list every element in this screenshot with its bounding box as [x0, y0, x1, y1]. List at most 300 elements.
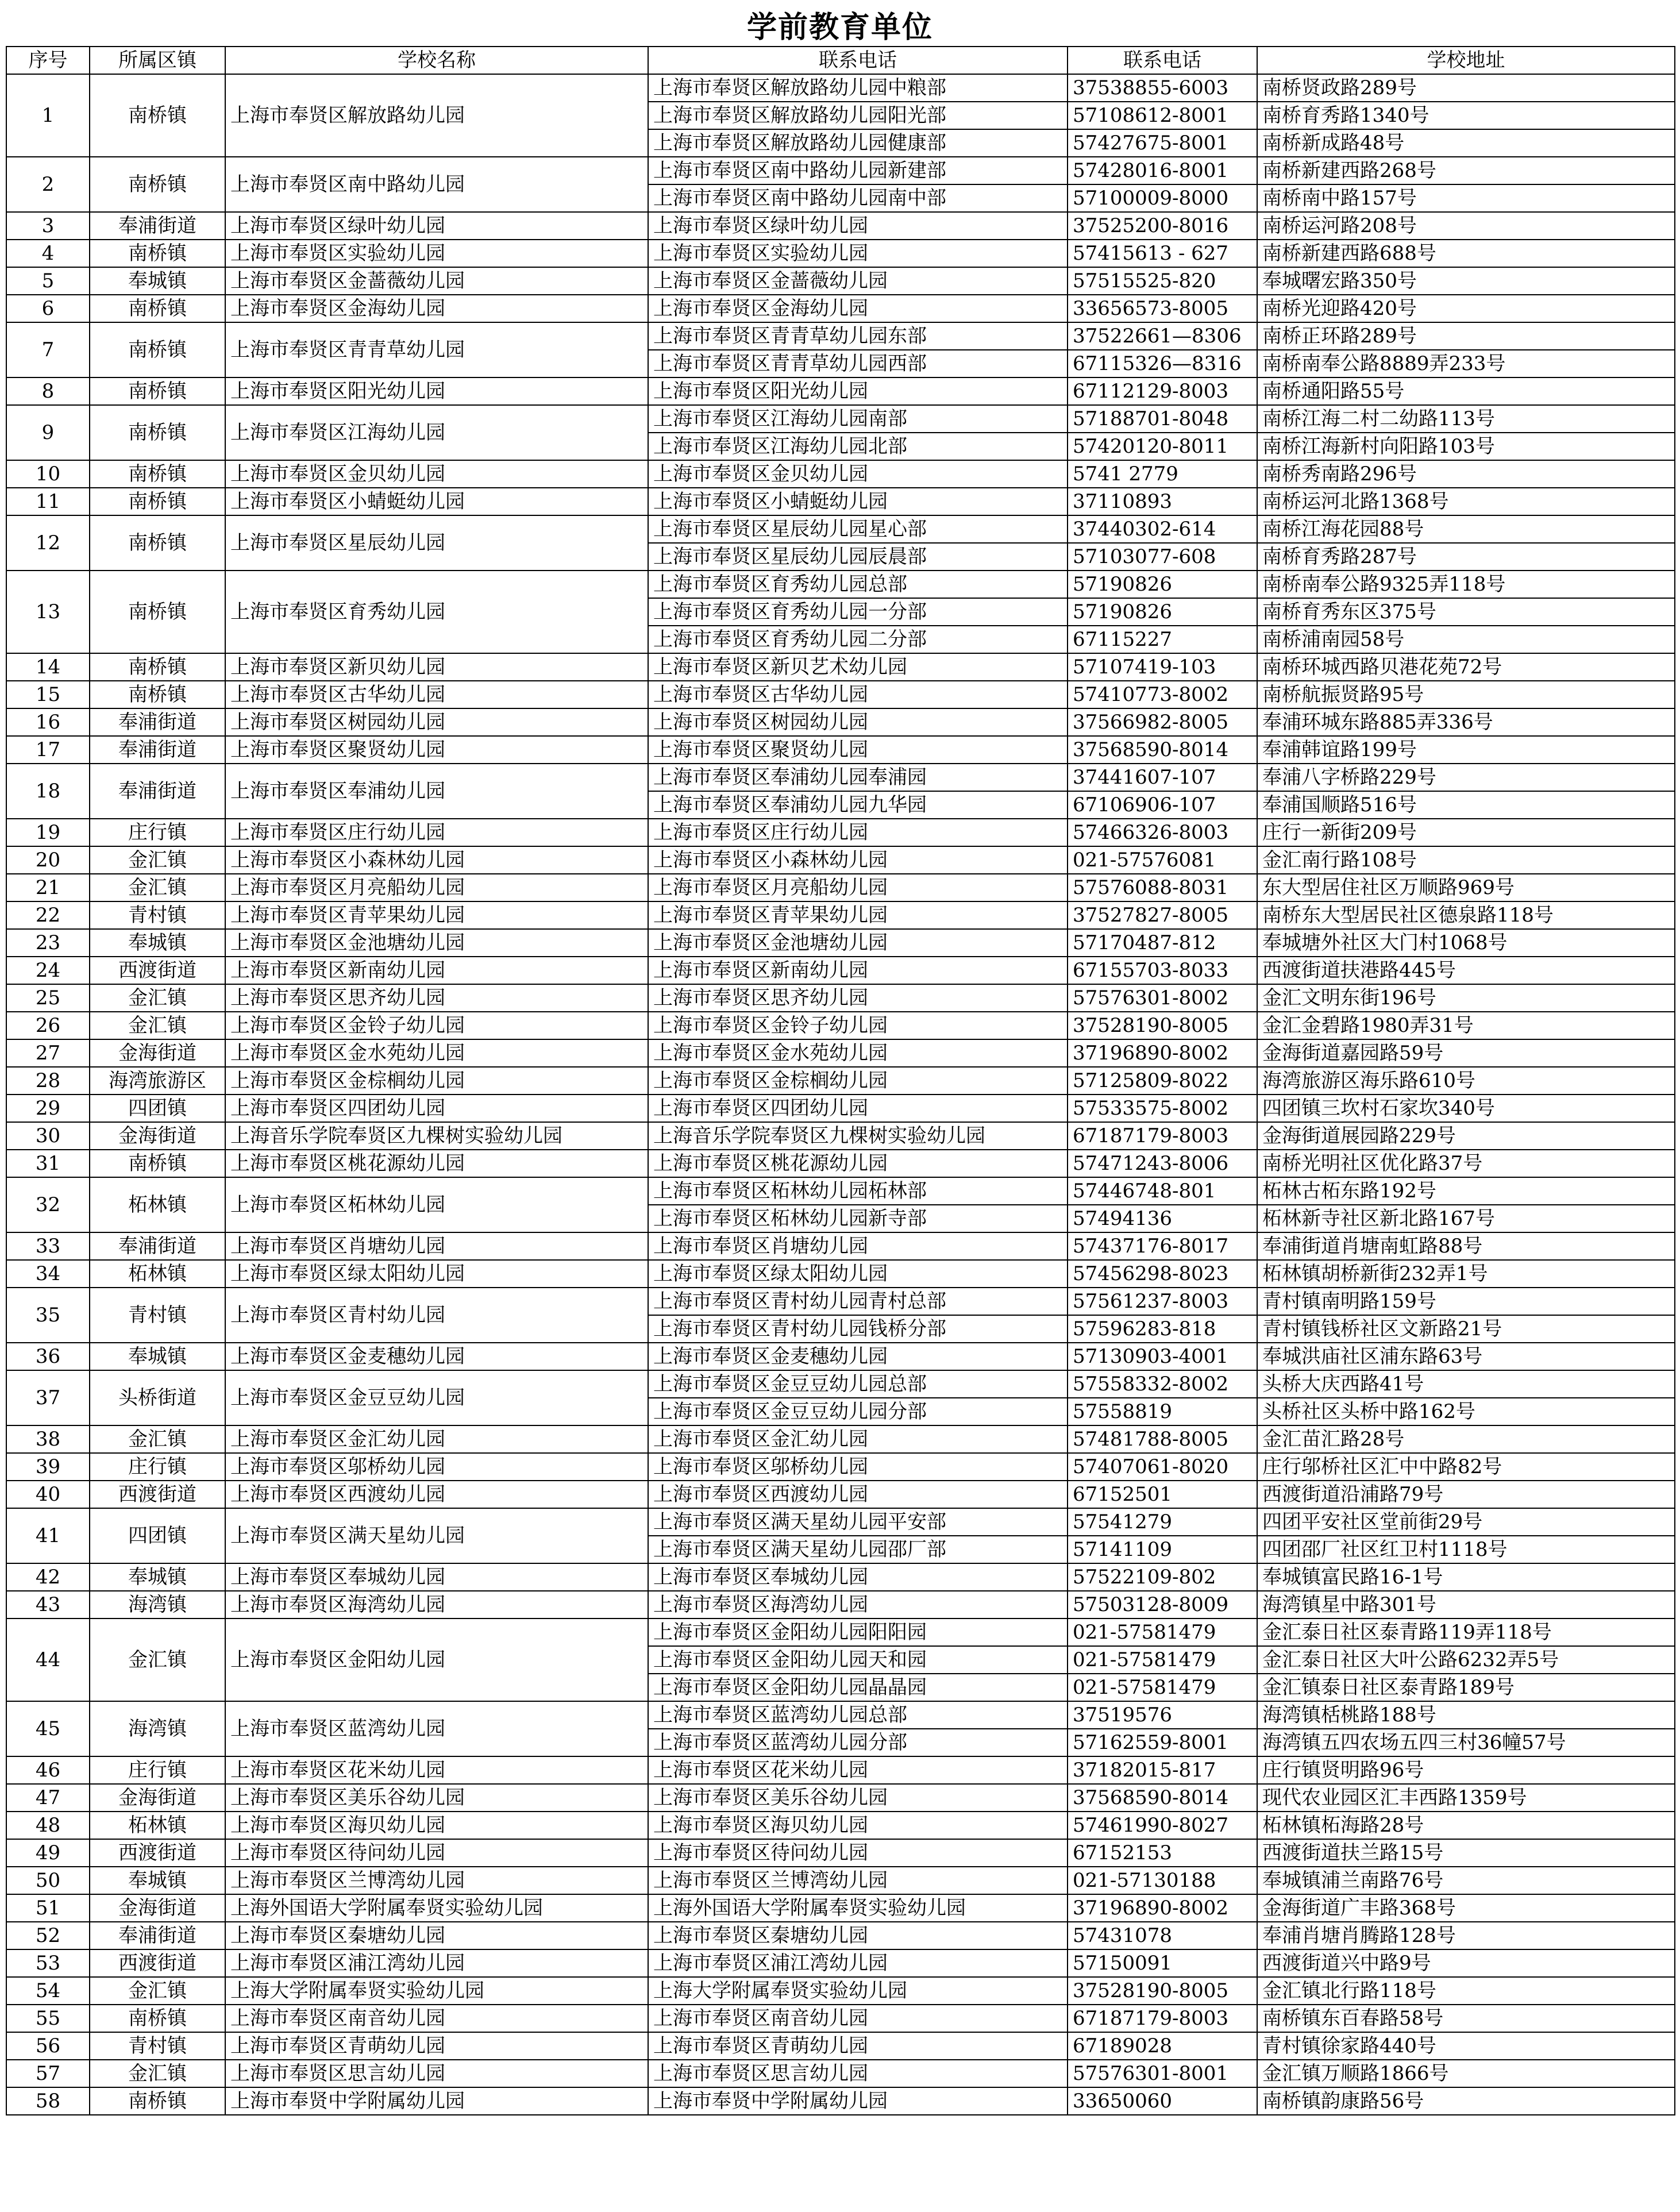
cell-town: 奉城镇	[90, 929, 225, 957]
cell-contact-unit: 上海市奉贤区青青草幼儿园西部	[648, 350, 1068, 377]
cell-address: 海湾旅游区海乐路610号	[1257, 1067, 1675, 1095]
cell-town: 南桥镇	[90, 488, 225, 515]
cell-contact-unit: 上海市奉贤区蓝湾幼儿园分部	[648, 1729, 1068, 1756]
cell-town: 奉浦街道	[90, 708, 225, 736]
cell-phone: 57407061-8020	[1068, 1453, 1257, 1481]
cell-seq: 7	[6, 322, 90, 377]
cell-town: 奉城镇	[90, 267, 225, 295]
cell-school-name: 上海市奉贤区星辰幼儿园	[225, 515, 648, 571]
cell-phone: 33656573-8005	[1068, 295, 1257, 322]
cell-seq: 44	[6, 1618, 90, 1701]
cell-school-name: 上海市奉贤区奉浦幼儿园	[225, 764, 648, 819]
cell-school-name: 上海市奉贤区金阳幼儿园	[225, 1618, 648, 1701]
cell-school-name: 上海大学附属奉贤实验幼儿园	[225, 1977, 648, 2005]
table-row	[6, 295, 1675, 322]
cell-school-name: 上海市奉贤区金海幼儿园	[225, 295, 648, 322]
cell-town: 南桥镇	[90, 322, 225, 377]
cell-address: 四团镇三坎村石家坎340号	[1257, 1095, 1675, 1122]
cell-contact-unit: 上海市奉贤区金水苑幼儿园	[648, 1039, 1068, 1067]
cell-phone: 37528190-8005	[1068, 1977, 1257, 2005]
cell-school-name: 上海市奉贤区桃花源幼儿园	[225, 1150, 648, 1177]
cell-seq: 39	[6, 1453, 90, 1481]
cell-school-name: 上海市奉贤区海湾幼儿园	[225, 1591, 648, 1618]
cell-address: 金汇文明东街196号	[1257, 984, 1675, 1012]
cell-phone: 57461990-8027	[1068, 1812, 1257, 1839]
table-row	[6, 2060, 1675, 2087]
cell-school-name: 上海市奉贤区绿叶幼儿园	[225, 212, 648, 240]
cell-seq: 45	[6, 1701, 90, 1756]
cell-school-name: 上海市奉贤区浦江湾幼儿园	[225, 1949, 648, 1977]
cell-contact-unit: 上海市奉贤区解放路幼儿园阳光部	[648, 102, 1068, 129]
cell-contact-unit: 上海市奉贤区解放路幼儿园健康部	[648, 129, 1068, 157]
cell-contact-unit: 上海市奉贤区古华幼儿园	[648, 681, 1068, 708]
cell-school-name: 上海市奉贤区青萌幼儿园	[225, 2032, 648, 2060]
cell-contact-unit: 上海市奉贤区满天星幼儿园平安部	[648, 1508, 1068, 1536]
cell-school-name: 上海市奉贤区新南幼儿园	[225, 957, 648, 984]
table-row	[6, 377, 1675, 405]
cell-school-name: 上海市奉贤区邬桥幼儿园	[225, 1453, 648, 1481]
cell-phone: 57415613 - 627	[1068, 240, 1257, 267]
cell-town: 金汇镇	[90, 984, 225, 1012]
cell-contact-unit: 上海市奉贤区待问幼儿园	[648, 1839, 1068, 1867]
table-row	[6, 819, 1675, 846]
cell-town: 庄行镇	[90, 1453, 225, 1481]
table-row	[6, 322, 1675, 350]
cell-address: 金汇泰日社区泰青路119弄118号	[1257, 1618, 1675, 1646]
cell-contact-unit: 上海市奉贤区金海幼儿园	[648, 295, 1068, 322]
cell-address: 金汇苗汇路28号	[1257, 1425, 1675, 1453]
table-row	[6, 74, 1675, 102]
table-row	[6, 1922, 1675, 1949]
cell-address: 南桥光明社区优化路37号	[1257, 1150, 1675, 1177]
cell-contact-unit: 上海市奉贤区南中路幼儿园南中部	[648, 184, 1068, 212]
cell-contact-unit: 上海市奉贤区奉浦幼儿园奉浦园	[648, 764, 1068, 791]
cell-seq: 48	[6, 1812, 90, 1839]
cell-phone: 67115326—8316	[1068, 350, 1257, 377]
cell-contact-unit: 上海市奉贤区思言幼儿园	[648, 2060, 1068, 2087]
cell-contact-unit: 上海市奉贤区西渡幼儿园	[648, 1481, 1068, 1508]
table-row	[6, 736, 1675, 764]
cell-phone: 57561237-8003	[1068, 1288, 1257, 1315]
cell-contact-unit: 上海市奉贤区青村幼儿园青村总部	[648, 1288, 1068, 1315]
table-row	[6, 1563, 1675, 1591]
cell-town: 金汇镇	[90, 1012, 225, 1039]
cell-phone: 57522109-802	[1068, 1563, 1257, 1591]
cell-school-name: 上海市奉贤区思言幼儿园	[225, 2060, 648, 2087]
cell-phone: 33650060	[1068, 2087, 1257, 2115]
table-row	[6, 929, 1675, 957]
cell-town: 金汇镇	[90, 2060, 225, 2087]
cell-phone: 57446748-801	[1068, 1177, 1257, 1205]
cell-seq: 43	[6, 1591, 90, 1618]
cell-address: 庄行一新街209号	[1257, 819, 1675, 846]
cell-school-name: 上海市奉贤区金水苑幼儿园	[225, 1039, 648, 1067]
cell-contact-unit: 上海市奉贤区金豆豆幼儿园分部	[648, 1398, 1068, 1425]
cell-town: 庄行镇	[90, 819, 225, 846]
cell-address: 南桥正环路289号	[1257, 322, 1675, 350]
cell-contact-unit: 上海市奉贤区青村幼儿园钱桥分部	[648, 1315, 1068, 1343]
cell-address: 奉浦肖塘肖腾路128号	[1257, 1922, 1675, 1949]
cell-seq: 9	[6, 405, 90, 460]
cell-town: 西渡街道	[90, 1481, 225, 1508]
cell-school-name: 上海市奉贤区南音幼儿园	[225, 2005, 648, 2032]
cell-address: 四团邵厂社区红卫村1118号	[1257, 1536, 1675, 1563]
cell-school-name: 上海市奉贤区青村幼儿园	[225, 1288, 648, 1343]
cell-contact-unit: 上海市奉贤区柘林幼儿园柘林部	[648, 1177, 1068, 1205]
cell-phone: 021-57581479	[1068, 1618, 1257, 1646]
cell-seq: 46	[6, 1756, 90, 1784]
cell-contact-unit: 上海市奉贤区育秀幼儿园总部	[648, 571, 1068, 598]
cell-contact-unit: 上海市奉贤区月亮船幼儿园	[648, 874, 1068, 901]
cell-phone: 57576088-8031	[1068, 874, 1257, 901]
table-row	[6, 1867, 1675, 1894]
cell-seq: 47	[6, 1784, 90, 1812]
cell-contact-unit: 上海市奉贤区蓝湾幼儿园总部	[648, 1701, 1068, 1729]
cell-address: 南桥南中路157号	[1257, 184, 1675, 212]
cell-address: 南桥江海二村二幼路113号	[1257, 405, 1675, 433]
cell-contact-unit: 上海市奉贤区青苹果幼儿园	[648, 901, 1068, 929]
cell-town: 金汇镇	[90, 1425, 225, 1453]
cell-school-name: 上海市奉贤区绿太阳幼儿园	[225, 1260, 648, 1288]
cell-school-name: 上海外国语大学附属奉贤实验幼儿园	[225, 1894, 648, 1922]
cell-address: 南桥江海新村向阳路103号	[1257, 433, 1675, 460]
cell-town: 奉浦街道	[90, 764, 225, 819]
cell-town: 南桥镇	[90, 377, 225, 405]
cell-address: 南桥航振贤路95号	[1257, 681, 1675, 708]
cell-phone: 57150091	[1068, 1949, 1257, 1977]
table-row	[6, 1039, 1675, 1067]
cell-school-name: 上海市奉贤区解放路幼儿园	[225, 74, 648, 157]
cell-seq: 18	[6, 764, 90, 819]
table-row	[6, 957, 1675, 984]
cell-phone: 57170487-812	[1068, 929, 1257, 957]
table-row	[6, 1177, 1675, 1205]
cell-address: 南桥浦南园58号	[1257, 626, 1675, 653]
cell-phone: 57596283-818	[1068, 1315, 1257, 1343]
table-row	[6, 1012, 1675, 1039]
table-row	[6, 157, 1675, 184]
cell-seq: 34	[6, 1260, 90, 1288]
cell-contact-unit: 上海市奉贤区花米幼儿园	[648, 1756, 1068, 1784]
cell-phone: 57481788-8005	[1068, 1425, 1257, 1453]
cell-address: 南桥新成路48号	[1257, 129, 1675, 157]
cell-town: 海湾旅游区	[90, 1067, 225, 1095]
cell-address: 金汇镇泰日社区泰青路189号	[1257, 1674, 1675, 1701]
cell-address: 奉浦八字桥路229号	[1257, 764, 1675, 791]
cell-phone: 57141109	[1068, 1536, 1257, 1563]
cell-phone: 57190826	[1068, 571, 1257, 598]
cell-seq: 37	[6, 1370, 90, 1425]
cell-address: 南桥南奉公路9325弄118号	[1257, 571, 1675, 598]
cell-contact-unit: 上海市奉贤区解放路幼儿园中粮部	[648, 74, 1068, 102]
cell-address: 柘林古柘东路192号	[1257, 1177, 1675, 1205]
cell-address: 南桥新建西路268号	[1257, 157, 1675, 184]
cell-seq: 50	[6, 1867, 90, 1894]
cell-phone: 57558332-8002	[1068, 1370, 1257, 1398]
cell-seq: 13	[6, 571, 90, 653]
cell-address: 南桥育秀路1340号	[1257, 102, 1675, 129]
table-row	[6, 653, 1675, 681]
cell-address: 南桥镇韵康路56号	[1257, 2087, 1675, 2115]
cell-phone: 67115227	[1068, 626, 1257, 653]
table-row	[6, 1453, 1675, 1481]
cell-contact-unit: 上海市奉贤区新南幼儿园	[648, 957, 1068, 984]
cell-contact-unit: 上海市奉贤区树园幼儿园	[648, 708, 1068, 736]
cell-phone: 57541279	[1068, 1508, 1257, 1536]
cell-contact-unit: 上海市奉贤区奉城幼儿园	[648, 1563, 1068, 1591]
table-row	[6, 1784, 1675, 1812]
cell-school-name: 上海市奉贤区兰博湾幼儿园	[225, 1867, 648, 1894]
cell-phone: 57576301-8001	[1068, 2060, 1257, 2087]
cell-school-name: 上海市奉贤区小蜻蜓幼儿园	[225, 488, 648, 515]
table-row	[6, 1260, 1675, 1288]
cell-town: 南桥镇	[90, 74, 225, 157]
cell-town: 柘林镇	[90, 1812, 225, 1839]
cell-seq: 29	[6, 1095, 90, 1122]
cell-town: 庄行镇	[90, 1756, 225, 1784]
table-row	[6, 460, 1675, 488]
cell-address: 青村镇钱桥社区文新路21号	[1257, 1315, 1675, 1343]
cell-school-name: 上海市奉贤区金麦穗幼儿园	[225, 1343, 648, 1370]
cell-contact-unit: 上海市奉贤区青青草幼儿园东部	[648, 322, 1068, 350]
table-row	[6, 984, 1675, 1012]
cell-seq: 41	[6, 1508, 90, 1563]
table-row	[6, 405, 1675, 433]
cell-seq: 58	[6, 2087, 90, 2115]
cell-phone: 021-57581479	[1068, 1646, 1257, 1674]
cell-phone: 57503128-8009	[1068, 1591, 1257, 1618]
cell-address: 东大型居住社区万顺路969号	[1257, 874, 1675, 901]
cell-phone: 021-57130188	[1068, 1867, 1257, 1894]
cell-phone: 57456298-8023	[1068, 1260, 1257, 1288]
table-row	[6, 708, 1675, 736]
cell-address: 西渡街道兴中路9号	[1257, 1949, 1675, 1977]
cell-address: 金汇南行路108号	[1257, 846, 1675, 874]
cell-address: 四团平安社区堂前街29号	[1257, 1508, 1675, 1536]
header-row	[6, 47, 1675, 74]
cell-school-name: 上海市奉贤区花米幼儿园	[225, 1756, 648, 1784]
cell-school-name: 上海市奉贤区美乐谷幼儿园	[225, 1784, 648, 1812]
cell-address: 西渡街道沿浦路79号	[1257, 1481, 1675, 1508]
table-row	[6, 681, 1675, 708]
table-row	[6, 2087, 1675, 2115]
cell-contact-unit: 上海市奉贤区育秀幼儿园二分部	[648, 626, 1068, 653]
cell-phone: 021-57581479	[1068, 1674, 1257, 1701]
cell-phone: 37519576	[1068, 1701, 1257, 1729]
cell-town: 奉城镇	[90, 1343, 225, 1370]
cell-town: 南桥镇	[90, 1150, 225, 1177]
cell-contact-unit: 上海市奉贤区金阳幼儿园天和园	[648, 1646, 1068, 1674]
cell-seq: 22	[6, 901, 90, 929]
cell-phone: 37538855-6003	[1068, 74, 1257, 102]
cell-contact-unit: 上海市奉贤区桃花源幼儿园	[648, 1150, 1068, 1177]
cell-phone: 57431078	[1068, 1922, 1257, 1949]
cell-seq: 54	[6, 1977, 90, 2005]
cell-phone: 57162559-8001	[1068, 1729, 1257, 1756]
cell-seq: 49	[6, 1839, 90, 1867]
cell-phone: 57466326-8003	[1068, 819, 1257, 846]
cell-phone: 57108612-8001	[1068, 102, 1257, 129]
cell-contact-unit: 上海市奉贤区金蔷薇幼儿园	[648, 267, 1068, 295]
cell-seq: 24	[6, 957, 90, 984]
cell-town: 青村镇	[90, 2032, 225, 2060]
cell-town: 西渡街道	[90, 1839, 225, 1867]
cell-phone: 57125809-8022	[1068, 1067, 1257, 1095]
cell-school-name: 上海市奉贤区古华幼儿园	[225, 681, 648, 708]
cell-address: 南桥环城西路贝港花苑72号	[1257, 653, 1675, 681]
cell-address: 奉城曙宏路350号	[1257, 267, 1675, 295]
cell-phone: 67155703-8033	[1068, 957, 1257, 984]
cell-seq: 5	[6, 267, 90, 295]
cell-phone: 57100009-8000	[1068, 184, 1257, 212]
table-row	[6, 1122, 1675, 1150]
cell-phone: 57103077-608	[1068, 543, 1257, 571]
cell-seq: 14	[6, 653, 90, 681]
cell-phone: 67152153	[1068, 1839, 1257, 1867]
table-row	[6, 1343, 1675, 1370]
cell-seq: 17	[6, 736, 90, 764]
cell-town: 南桥镇	[90, 240, 225, 267]
cell-address: 南桥育秀路287号	[1257, 543, 1675, 571]
cell-phone: 37525200-8016	[1068, 212, 1257, 240]
cell-phone: 57437176-8017	[1068, 1232, 1257, 1260]
header-phone: 联系电话	[1068, 47, 1257, 74]
cell-phone: 021-57576081	[1068, 846, 1257, 874]
cell-address: 金海街道嘉园路59号	[1257, 1039, 1675, 1067]
cell-contact-unit: 上海市奉贤区小蜻蜓幼儿园	[648, 488, 1068, 515]
cell-phone: 37522661—8306	[1068, 322, 1257, 350]
cell-phone: 67106906-107	[1068, 791, 1257, 819]
cell-address: 南桥镇东百春路58号	[1257, 2005, 1675, 2032]
cell-school-name: 上海市奉贤区庄行幼儿园	[225, 819, 648, 846]
cell-address: 西渡街道扶兰路15号	[1257, 1839, 1675, 1867]
cell-school-name: 上海市奉贤区南中路幼儿园	[225, 157, 648, 212]
cell-school-name: 上海市奉贤区思齐幼儿园	[225, 984, 648, 1012]
cell-contact-unit: 上海市奉贤区江海幼儿园南部	[648, 405, 1068, 433]
cell-address: 南桥光迎路420号	[1257, 295, 1675, 322]
cell-school-name: 上海市奉贤区聚贤幼儿园	[225, 736, 648, 764]
cell-phone: 57494136	[1068, 1205, 1257, 1232]
cell-town: 金汇镇	[90, 1618, 225, 1701]
header-seq: 序号	[6, 47, 90, 74]
cell-town: 奉城镇	[90, 1563, 225, 1591]
cell-contact-unit: 上海市奉贤区南中路幼儿园新建部	[648, 157, 1068, 184]
cell-school-name: 上海市奉贤区金棕榈幼儿园	[225, 1067, 648, 1095]
cell-school-name: 上海市奉贤中学附属幼儿园	[225, 2087, 648, 2115]
cell-school-name: 上海市奉贤区金铃子幼儿园	[225, 1012, 648, 1039]
cell-town: 南桥镇	[90, 571, 225, 653]
header-address: 学校地址	[1257, 47, 1675, 74]
cell-school-name: 上海市奉贤区育秀幼儿园	[225, 571, 648, 653]
cell-address: 西渡街道扶港路445号	[1257, 957, 1675, 984]
cell-town: 金汇镇	[90, 874, 225, 901]
cell-contact-unit: 上海市奉贤区四团幼儿园	[648, 1095, 1068, 1122]
cell-address: 青村镇徐家路440号	[1257, 2032, 1675, 2060]
cell-contact-unit: 上海市奉贤区美乐谷幼儿园	[648, 1784, 1068, 1812]
table-row	[6, 2005, 1675, 2032]
table-row	[6, 2032, 1675, 2060]
cell-town: 海湾镇	[90, 1591, 225, 1618]
cell-school-name: 上海音乐学院奉贤区九棵树实验幼儿园	[225, 1122, 648, 1150]
cell-address: 金汇泰日社区大叶公路6232弄5号	[1257, 1646, 1675, 1674]
cell-seq: 1	[6, 74, 90, 157]
table-row	[6, 1894, 1675, 1922]
cell-contact-unit: 上海市奉贤区星辰幼儿园星心部	[648, 515, 1068, 543]
table-row	[6, 901, 1675, 929]
cell-address: 头桥社区头桥中路162号	[1257, 1398, 1675, 1425]
table-row	[6, 240, 1675, 267]
cell-phone: 57576301-8002	[1068, 984, 1257, 1012]
cell-phone: 67187179-8003	[1068, 1122, 1257, 1150]
cell-phone: 57190826	[1068, 598, 1257, 626]
table-row	[6, 1508, 1675, 1536]
cell-school-name: 上海市奉贤区金贝幼儿园	[225, 460, 648, 488]
cell-phone: 67189028	[1068, 2032, 1257, 2060]
cell-town: 奉浦街道	[90, 1232, 225, 1260]
table-row	[6, 1288, 1675, 1315]
cell-address: 南桥新建西路688号	[1257, 240, 1675, 267]
cell-town: 四团镇	[90, 1095, 225, 1122]
cell-phone: 37196890-8002	[1068, 1039, 1257, 1067]
cell-school-name: 上海市奉贤区青青草幼儿园	[225, 322, 648, 377]
cell-address: 柘林镇胡桥新街232弄1号	[1257, 1260, 1675, 1288]
cell-school-name: 上海市奉贤区江海幼儿园	[225, 405, 648, 460]
table-row	[6, 1067, 1675, 1095]
cell-seq: 35	[6, 1288, 90, 1343]
cell-contact-unit: 上海市奉贤区新贝艺术幼儿园	[648, 653, 1068, 681]
cell-contact-unit: 上海市奉贤区海贝幼儿园	[648, 1812, 1068, 1839]
cell-seq: 51	[6, 1894, 90, 1922]
cell-address: 奉浦韩谊路199号	[1257, 736, 1675, 764]
cell-town: 青村镇	[90, 1288, 225, 1343]
cell-town: 海湾镇	[90, 1701, 225, 1756]
cell-seq: 10	[6, 460, 90, 488]
cell-address: 南桥秀南路296号	[1257, 460, 1675, 488]
cell-contact-unit: 上海市奉贤区绿叶幼儿园	[648, 212, 1068, 240]
cell-school-name: 上海市奉贤区月亮船幼儿园	[225, 874, 648, 901]
cell-seq: 42	[6, 1563, 90, 1591]
cell-town: 南桥镇	[90, 157, 225, 212]
cell-contact-unit: 上海大学附属奉贤实验幼儿园	[648, 1977, 1068, 2005]
cell-contact-unit: 上海市奉贤区金铃子幼儿园	[648, 1012, 1068, 1039]
cell-address: 金海街道展园路229号	[1257, 1122, 1675, 1150]
cell-school-name: 上海市奉贤区满天星幼儿园	[225, 1508, 648, 1563]
cell-contact-unit: 上海市奉贤区奉浦幼儿园九华园	[648, 791, 1068, 819]
cell-phone: 37110893	[1068, 488, 1257, 515]
cell-school-name: 上海市奉贤区蓝湾幼儿园	[225, 1701, 648, 1756]
page-title: 学前教育单位	[746, 10, 933, 45]
cell-town: 南桥镇	[90, 2005, 225, 2032]
table-row	[6, 488, 1675, 515]
table-row	[6, 1232, 1675, 1260]
cell-contact-unit: 上海市奉贤区柘林幼儿园新寺部	[648, 1205, 1068, 1232]
cell-town: 金海街道	[90, 1784, 225, 1812]
table-row	[6, 1591, 1675, 1618]
cell-town: 西渡街道	[90, 1949, 225, 1977]
cell-school-name: 上海市奉贤区秦塘幼儿园	[225, 1922, 648, 1949]
cell-contact-unit: 上海市奉贤中学附属幼儿园	[648, 2087, 1068, 2115]
cell-phone: 57533575-8002	[1068, 1095, 1257, 1122]
header-contact-unit: 联系电话	[648, 47, 1068, 74]
cell-town: 柘林镇	[90, 1177, 225, 1232]
cell-phone: 67187179-8003	[1068, 2005, 1257, 2032]
cell-school-name: 上海市奉贤区柘林幼儿园	[225, 1177, 648, 1232]
cell-address: 青村镇南明路159号	[1257, 1288, 1675, 1315]
cell-seq: 40	[6, 1481, 90, 1508]
cell-contact-unit: 上海市奉贤区南音幼儿园	[648, 2005, 1068, 2032]
cell-seq: 8	[6, 377, 90, 405]
cell-address: 南桥江海花园88号	[1257, 515, 1675, 543]
